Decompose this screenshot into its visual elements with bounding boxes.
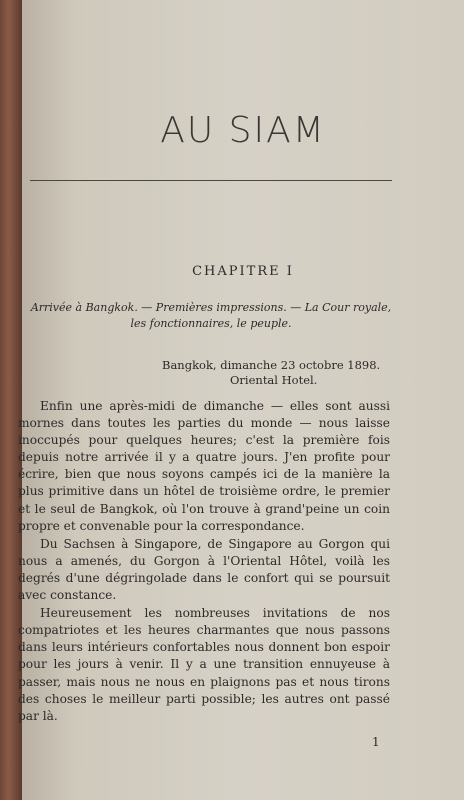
dateline-hotel: Oriental Hotel. [230, 373, 318, 387]
summary-line-2: les fonctionnaires, le peuple. [130, 317, 292, 330]
paragraph: Enfin une après-midi de dimanche — elles sont aussi mornes dans toutes les parties du monde — nous laisse inoccupés pour quelques heures; c'est la première fois depuis notre arrivée il y a quatre jours. J'en profite pour écrire, bien que nous soyons campés ici de la manière la plus primitive dans un hôtel de troisième ordre, le premier et le seul de Bangkok, où l'on trouve à grand'peine un coin propre et convenable pour la correspondance. [18, 399, 390, 533]
book-page [18, 0, 464, 800]
body-text [18, 398, 390, 725]
dateline-place-date: Bangkok, dimanche 23 octobre 1898. [162, 358, 381, 372]
book-title: AU SIAM [160, 110, 326, 151]
dateline [162, 358, 402, 388]
page-number: 1 [372, 735, 380, 749]
title-rule [30, 180, 392, 181]
paragraph: Heureusement les nombreuses invitations de nos compatriotes et les heures charmantes que nous passons dans leurs intérieurs confortables nous donnent bon espoir pour les jours à venir. Il y a une transition ennuyeuse à passer, mais nous ne nous en plaignons pas et nous tirons des choses le meilleur parti possible; les autres ont passé par là. [18, 606, 390, 723]
chapter-heading: CHAPITRE I [192, 264, 294, 279]
paragraph: Du Sachsen à Singapore, de Singapore au Gorgon qui nous a amenés, du Gorgon à l'Oriental Hôtel, voilà les degrés d'une dégringolade dans le confort qui se poursuit avec constance. [18, 536, 390, 603]
summary-line-1: Arrivée à Bangkok. — Premières impressions. — La Cour royale, [30, 301, 392, 314]
chapter-summary [28, 300, 394, 332]
